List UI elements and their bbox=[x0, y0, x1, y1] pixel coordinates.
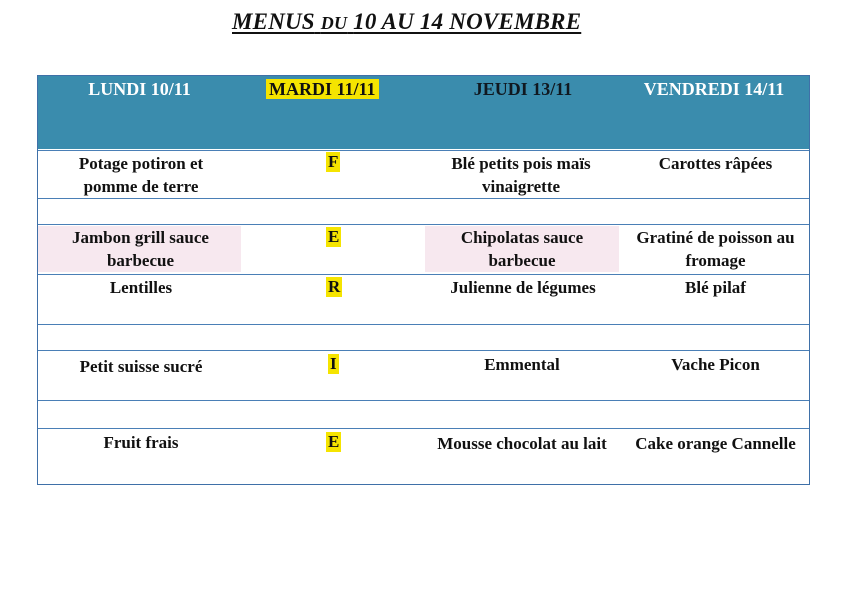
jeudi-accompagnement: Julienne de légumes bbox=[450, 278, 596, 297]
table-row bbox=[38, 274, 809, 324]
vendredi-plat: Gratiné de poisson au fromage bbox=[636, 228, 795, 270]
mardi-letter-3: R bbox=[328, 277, 341, 296]
table-spacer-row bbox=[38, 198, 809, 224]
header-vendredi: VENDREDI 14/11 bbox=[643, 79, 785, 99]
menu-table bbox=[37, 75, 810, 485]
table-spacer-row bbox=[38, 324, 809, 350]
vendredi-entree: Carottes râpées bbox=[658, 154, 773, 173]
vendredi-laitage: Vache Picon bbox=[671, 355, 760, 374]
header-mardi: MARDI 11/11 bbox=[266, 79, 379, 99]
jeudi-entree: Blé petits pois maïs vinaigrette bbox=[451, 154, 591, 196]
lundi-plat: Jambon grill sauce barbecue bbox=[72, 228, 209, 270]
vendredi-dessert: Cake orange Cannelle bbox=[635, 434, 796, 453]
table-spacer-row bbox=[38, 400, 809, 428]
lundi-dessert: Fruit frais bbox=[103, 433, 179, 452]
header-row bbox=[38, 76, 809, 149]
jeudi-dessert: Mousse chocolat au lait bbox=[437, 434, 607, 453]
table-row bbox=[38, 428, 809, 485]
mardi-letter-4: I bbox=[330, 354, 337, 373]
jeudi-laitage: Emmental bbox=[484, 355, 560, 374]
page-title: MENUS DU 10 AU 14 NOVEMBRE bbox=[232, 9, 582, 34]
lundi-laitage: Petit suisse sucré bbox=[79, 357, 203, 376]
table-row bbox=[38, 150, 809, 198]
lundi-accompagnement: Lentilles bbox=[109, 278, 173, 297]
mardi-letter-5: E bbox=[328, 432, 340, 451]
lundi-entree: Potage potiron et pomme de terre bbox=[78, 154, 204, 196]
header-jeudi: JEUDI 13/11 bbox=[473, 79, 573, 99]
jeudi-plat: Chipolatas sauce barbecue bbox=[460, 228, 584, 270]
mardi-letter-2: E bbox=[328, 227, 340, 246]
vendredi-accompagnement: Blé pilaf bbox=[685, 278, 746, 297]
mardi-letter-1: F bbox=[328, 152, 339, 171]
table-row bbox=[38, 224, 809, 274]
table-row bbox=[38, 350, 809, 400]
header-lundi: LUNDI 10/11 bbox=[88, 79, 191, 99]
